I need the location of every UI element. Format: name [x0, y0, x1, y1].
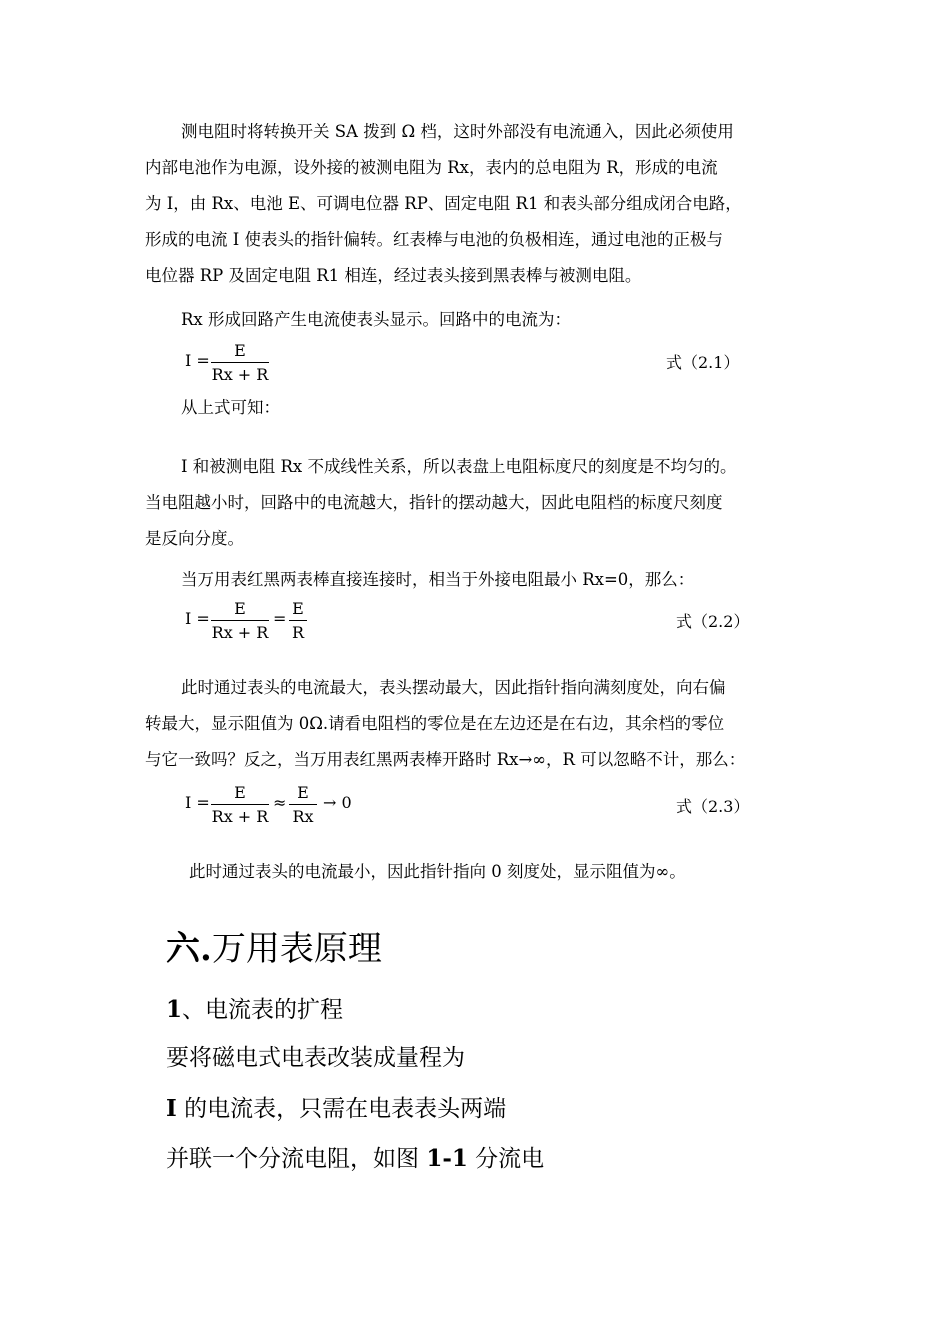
fraction: E R — [289, 598, 307, 643]
document-page: 测电阻时将转换开关 SA 拨到 Ω 档，这时外部没有电流通入，因此必须使用 内部电池作为电源，设外接的被测电阻为 Rx，表内的总电阻为 R，形成的电流 为 I，由 Rx、电池 E、可调电位器 RP、固定电阻 R1 和表头部分组成闭合电路， 形成的电流 I 使表头的指针偏转。红表棒与电池的负极相连，通过电池的正极与 电位器 RP 及固定电阻 R1 相连，经过表头接到黑表棒与被测电阻。 Rx 形成回路产生电流使表头显示。回路中的电流为： I = E Rx + R 式（2.1） 从上式可知： I 和被测电阻 Rx 不成线性关系，所以表盘上电阻标度尺的刻度是不均匀的。 当电阻越小时，回路中的电流越大，指针的摆动越大，因此电阻档的标度尺刻度 是反向分度。 当万用表红黑两表棒直接连接时，相当于外接电阻最小 Rx=0，那么： I = E Rx + R = E R 式（2.2） 此时通过表头的电流最大，表头摆动最大，因此指针指向满刻度处，向右偏 转最大，显示阻值为 0Ω.请看电阻档的零位是在左边还是在右边，其余档的零位 与它一致吗？反之，当万用表红黑两表棒开路时 Rx→∞，R 可以忽略不计，那么： I = E Rx + R ≈ E Rx → 0 式（2.3） 此时通过表头的电流最小，因此指针指向 0 刻度处，显示阻值为∞。 六.万用表原理 1、电流表的扩程 要将磁电式电表改装成量程为 I 的电流表，只需在电表表头两端 并联一个分流电阻，如图 1-1 分流电 — [0, 0, 950, 1344]
fraction: E Rx + R — [211, 599, 269, 642]
body-line-1: 要将磁电式电表改装成量程为 — [166, 1045, 465, 1071]
paragraph-5: 当万用表红黑两表棒直接连接时，相当于外接电阻最小 Rx=0，那么： — [181, 570, 695, 589]
fraction: E Rx + R — [211, 341, 269, 384]
equation-label-2-2: 式（2.2） — [676, 612, 750, 631]
section-heading: 六.万用表原理 — [166, 929, 382, 969]
equation-label-2-1: 式（2.1） — [666, 353, 740, 372]
subsection-heading: 1、电流表的扩程 — [166, 996, 344, 1023]
paragraph-4: I 和被测电阻 Rx 不成线性关系，所以表盘上电阻标度尺的刻度是不均匀的。 当电阻越小时，回路中的电流越大，指针的摆动越大，因此电阻档的标度尺刻度 是反向分度。 — [145, 457, 737, 548]
paragraph-3: 从上式可知： — [181, 398, 280, 417]
equation-label-2-3: 式（2.3） — [676, 797, 750, 816]
fraction: E Rx — [289, 782, 317, 827]
paragraph-2: Rx 形成回路产生电流使表头显示。回路中的电流为： — [181, 310, 571, 329]
paragraph-7: 此时通过表头的电流最小，因此指针指向 0 刻度处，显示阻值为∞。 — [189, 862, 686, 881]
fraction: E Rx + R — [211, 783, 269, 826]
body-line-2: I 的电流表，只需在电表表头两端 — [166, 1095, 507, 1122]
paragraph-1: 测电阻时将转换开关 SA 拨到 Ω 档，这时外部没有电流通入，因此必须使用 内部电池作为电源，设外接的被测电阻为 Rx，表内的总电阻为 R，形成的电流 为 I，由 Rx、电池 E、可调电位器 RP、固定电阻 R1 和表头部分组成闭合电路， 形成的电流 I 使表头的指针偏转。红表棒与电池的负极相连，通过电池的正极与 电位器 RP 及固定电阻 R1 相连，经过表头接到黑表棒与被测电阻。 — [145, 122, 742, 285]
paragraph-6: 此时通过表头的电流最大，表头摆动最大，因此指针指向满刻度处，向右偏 转最大，显示阻值为 0Ω.请看电阻档的零位是在左边还是在右边，其余档的零位 与它一致吗？反之，当万用表红黑两表棒开路时 Rx→∞，R 可以忽略不计，那么： — [145, 678, 746, 769]
body-line-3: 并联一个分流电阻，如图 1-1 分流电 — [166, 1145, 545, 1172]
